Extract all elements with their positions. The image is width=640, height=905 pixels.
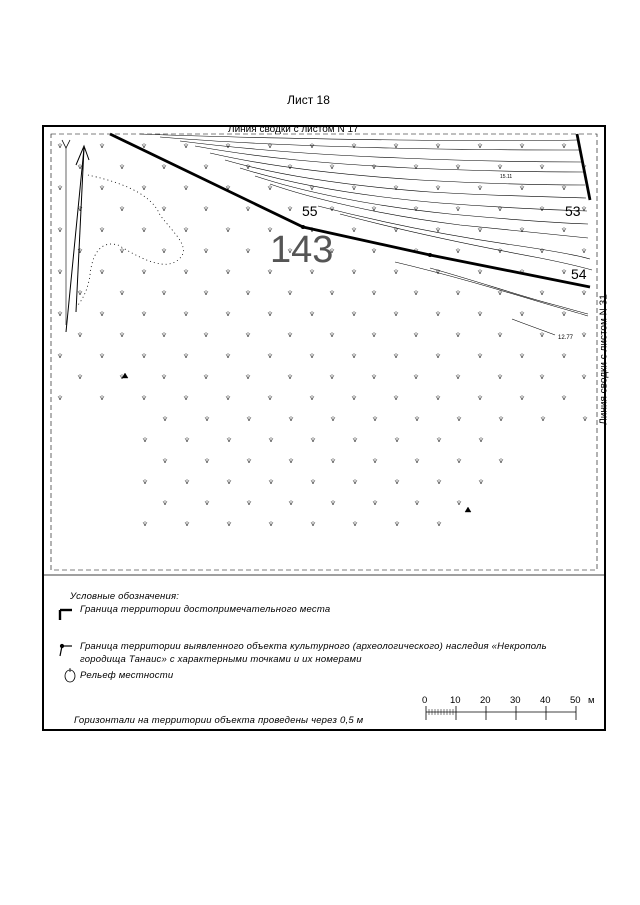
grass-icon bbox=[456, 332, 460, 337]
grass-icon bbox=[289, 458, 293, 463]
grass-icon bbox=[100, 185, 104, 190]
grass-icon bbox=[436, 311, 440, 316]
grass-icon bbox=[437, 521, 441, 526]
grass-icon bbox=[478, 311, 482, 316]
grass-icon bbox=[226, 311, 230, 316]
grass-icon bbox=[415, 458, 419, 463]
grass-icon bbox=[184, 227, 188, 232]
grass-icon bbox=[184, 353, 188, 358]
grass-icon bbox=[246, 248, 250, 253]
grass-icon bbox=[352, 311, 356, 316]
point-54-label: 54 bbox=[571, 266, 587, 282]
grass-icon bbox=[353, 479, 357, 484]
grass-icon bbox=[353, 521, 357, 526]
grass-icon bbox=[310, 395, 314, 400]
grass-icon bbox=[204, 206, 208, 211]
grass-icon bbox=[330, 164, 334, 169]
grass-icon bbox=[247, 500, 251, 505]
grass-icon bbox=[268, 311, 272, 316]
grass-icon bbox=[142, 395, 146, 400]
grass-icon bbox=[58, 269, 62, 274]
grass-icon bbox=[436, 395, 440, 400]
scale-bar bbox=[426, 706, 576, 720]
grass-icon bbox=[227, 437, 231, 442]
scale-tick-label: 10 bbox=[450, 695, 461, 706]
grass-icon bbox=[562, 185, 566, 190]
grass-icon bbox=[582, 374, 586, 379]
grass-icon bbox=[289, 416, 293, 421]
grass-icon bbox=[498, 332, 502, 337]
grass-icon bbox=[331, 458, 335, 463]
grass-icon bbox=[352, 185, 356, 190]
relief-contours bbox=[140, 134, 592, 335]
grass-icon bbox=[227, 521, 231, 526]
grass-icon bbox=[562, 269, 566, 274]
grass-icon bbox=[394, 353, 398, 358]
grass-icon bbox=[436, 353, 440, 358]
grass-icon bbox=[185, 521, 189, 526]
grass-icon bbox=[162, 206, 166, 211]
grass-icon bbox=[394, 395, 398, 400]
grass-icon bbox=[247, 416, 251, 421]
grass-icon bbox=[247, 458, 251, 463]
grass-icon bbox=[246, 290, 250, 295]
grass-icon bbox=[288, 290, 292, 295]
grass-icon bbox=[394, 311, 398, 316]
grass-icon bbox=[373, 416, 377, 421]
legend-item-label: городища Танаис» с характерными точками и их номерами bbox=[80, 654, 362, 665]
grass-icon bbox=[162, 290, 166, 295]
grass-icon bbox=[226, 395, 230, 400]
grass-icon bbox=[78, 164, 82, 169]
inner-frame-dashed bbox=[51, 134, 597, 570]
grass-icon bbox=[479, 479, 483, 484]
grass-icon bbox=[414, 290, 418, 295]
grass-icon bbox=[520, 185, 524, 190]
grass-icon bbox=[311, 479, 315, 484]
grass-icon bbox=[520, 143, 524, 148]
grass-icon bbox=[478, 185, 482, 190]
grass-icon bbox=[120, 332, 124, 337]
top-link-label: Линия сводки с листом N 17 bbox=[228, 124, 359, 135]
grass-icon bbox=[353, 437, 357, 442]
grass-icon bbox=[583, 416, 587, 421]
grass-icon bbox=[562, 227, 566, 232]
grass-icon bbox=[499, 416, 503, 421]
grass-icon bbox=[330, 206, 334, 211]
grass-icon bbox=[437, 437, 441, 442]
grass-icon bbox=[269, 521, 273, 526]
north-arrow-icon bbox=[62, 140, 89, 332]
grass-icon bbox=[269, 437, 273, 442]
grass-icon bbox=[330, 332, 334, 337]
grass-icon bbox=[310, 311, 314, 316]
grass-icon bbox=[456, 164, 460, 169]
grass-icon bbox=[478, 143, 482, 148]
grass-icon bbox=[100, 227, 104, 232]
grass-icon bbox=[289, 500, 293, 505]
grass-icon bbox=[246, 206, 250, 211]
grass-icon bbox=[394, 269, 398, 274]
dotted-path bbox=[78, 175, 183, 305]
grass-icon bbox=[414, 332, 418, 337]
grass-icon bbox=[582, 248, 586, 253]
grass-icon bbox=[185, 437, 189, 442]
grass-icon bbox=[456, 374, 460, 379]
grass-icon bbox=[78, 332, 82, 337]
grass-icon bbox=[184, 143, 188, 148]
grass-icon bbox=[204, 290, 208, 295]
grass-icon bbox=[246, 374, 250, 379]
grass-icon bbox=[100, 269, 104, 274]
grass-icon bbox=[456, 248, 460, 253]
grass-icon bbox=[204, 248, 208, 253]
grass-icon bbox=[142, 353, 146, 358]
grass-icon bbox=[100, 353, 104, 358]
grass-icon bbox=[352, 353, 356, 358]
grass-icon bbox=[142, 185, 146, 190]
grass-icon bbox=[540, 332, 544, 337]
grass-icon bbox=[226, 227, 230, 232]
grass-icon bbox=[582, 206, 586, 211]
grass-icon bbox=[78, 290, 82, 295]
grass-icon bbox=[415, 416, 419, 421]
grass-icon bbox=[436, 143, 440, 148]
grass-icon bbox=[310, 353, 314, 358]
grass-icon bbox=[204, 164, 208, 169]
grass-icon bbox=[437, 479, 441, 484]
sheet-title: Лист 18 bbox=[287, 93, 330, 107]
grass-icon bbox=[436, 227, 440, 232]
grass-icon bbox=[120, 206, 124, 211]
grass-icon bbox=[163, 416, 167, 421]
grass-icon bbox=[142, 311, 146, 316]
legend-symbol-relief-icon bbox=[65, 668, 75, 682]
grass-icon bbox=[311, 521, 315, 526]
grass-icon bbox=[162, 248, 166, 253]
grass-icon bbox=[372, 374, 376, 379]
grass-icon bbox=[394, 143, 398, 148]
contour-note: Горизонтали на территории объекта проведены через 0,5 м bbox=[74, 715, 364, 726]
grass-icon bbox=[58, 311, 62, 316]
elevation-label: 15.11 bbox=[500, 174, 513, 180]
scale-tick-label: 30 bbox=[510, 695, 521, 706]
grass-icon bbox=[478, 227, 482, 232]
grass-icon bbox=[373, 458, 377, 463]
scale-tick-label: 20 bbox=[480, 695, 491, 706]
point-53-label: 53 bbox=[565, 203, 581, 219]
grass-icon bbox=[205, 416, 209, 421]
grass-icon bbox=[540, 164, 544, 169]
grass-icon bbox=[246, 332, 250, 337]
scale-tick-label: 0 bbox=[422, 695, 428, 706]
grass-icon bbox=[310, 143, 314, 148]
grass-icon bbox=[184, 395, 188, 400]
grass-icon bbox=[162, 374, 166, 379]
grass-icon bbox=[100, 395, 104, 400]
grass-icon bbox=[143, 521, 147, 526]
grass-icon bbox=[331, 500, 335, 505]
point-mid-marker bbox=[428, 253, 432, 257]
grass-icon bbox=[58, 353, 62, 358]
grass-icon bbox=[456, 206, 460, 211]
parcel-number: 143 bbox=[270, 229, 334, 271]
legend-item-label: Рельеф местности bbox=[80, 670, 174, 681]
grass-icon bbox=[372, 290, 376, 295]
grass-icon bbox=[457, 416, 461, 421]
grass-icon bbox=[415, 500, 419, 505]
scale-tick-label: 40 bbox=[540, 695, 551, 706]
grass-icon bbox=[331, 416, 335, 421]
grass-symbols bbox=[58, 143, 587, 526]
grass-icon bbox=[582, 290, 586, 295]
grass-icon bbox=[58, 143, 62, 148]
grass-icon bbox=[478, 269, 482, 274]
grass-icon bbox=[288, 332, 292, 337]
legend-symbol-object-boundary bbox=[60, 644, 72, 656]
grass-icon bbox=[100, 311, 104, 316]
grass-icon bbox=[372, 248, 376, 253]
grass-icon bbox=[58, 227, 62, 232]
grass-icon bbox=[372, 206, 376, 211]
grass-icon bbox=[582, 332, 586, 337]
grass-icon bbox=[478, 395, 482, 400]
grass-icon bbox=[204, 374, 208, 379]
grass-icon bbox=[395, 521, 399, 526]
grass-icon bbox=[373, 500, 377, 505]
grass-icon bbox=[352, 269, 356, 274]
grass-icon bbox=[163, 458, 167, 463]
grass-icon bbox=[520, 353, 524, 358]
grass-icon bbox=[269, 479, 273, 484]
grass-icon bbox=[227, 479, 231, 484]
grass-icon bbox=[185, 479, 189, 484]
legend-item-label: Граница территории выявленного объекта культурного (археологического) наследия «Некрополь bbox=[80, 641, 547, 652]
grass-icon bbox=[288, 164, 292, 169]
grass-icon bbox=[184, 185, 188, 190]
scale-tick-label: 50 bbox=[570, 695, 581, 706]
legend-item-label: Граница территории достопримечательного места bbox=[80, 604, 331, 615]
grass-icon bbox=[184, 269, 188, 274]
grass-icon bbox=[162, 332, 166, 337]
grass-icon bbox=[143, 437, 147, 442]
grass-icon bbox=[562, 311, 566, 316]
grass-icon bbox=[78, 374, 82, 379]
point-55-label: 55 bbox=[302, 203, 318, 219]
grass-icon bbox=[162, 164, 166, 169]
grass-icon bbox=[142, 227, 146, 232]
grass-icon bbox=[372, 164, 376, 169]
grass-icon bbox=[288, 206, 292, 211]
grass-icon bbox=[204, 332, 208, 337]
grass-icon bbox=[457, 458, 461, 463]
legend-title: Условные обозначения: bbox=[70, 591, 180, 602]
grass-icon bbox=[436, 185, 440, 190]
grass-icon bbox=[540, 248, 544, 253]
grass-icon bbox=[184, 311, 188, 316]
grass-icon bbox=[540, 206, 544, 211]
legend-symbol-site-boundary bbox=[60, 610, 72, 620]
grass-icon bbox=[562, 353, 566, 358]
tree-icon bbox=[465, 507, 471, 512]
grass-icon bbox=[100, 143, 104, 148]
grass-icon bbox=[541, 416, 545, 421]
grass-icon bbox=[58, 185, 62, 190]
grass-icon bbox=[520, 395, 524, 400]
grass-icon bbox=[540, 290, 544, 295]
elevation-label: 12.77 bbox=[558, 335, 574, 341]
scale-unit-label: м bbox=[588, 695, 595, 706]
grass-icon bbox=[268, 353, 272, 358]
right-link-label: Линия сводки с листом N 31 bbox=[598, 294, 610, 425]
grass-icon bbox=[268, 395, 272, 400]
grass-icon bbox=[288, 374, 292, 379]
tree-icon bbox=[122, 373, 128, 378]
grass-icon bbox=[562, 395, 566, 400]
grass-icon bbox=[395, 437, 399, 442]
grass-icon bbox=[205, 500, 209, 505]
grass-icon bbox=[479, 437, 483, 442]
grass-icon bbox=[311, 437, 315, 442]
grass-icon bbox=[268, 185, 272, 190]
grass-icon bbox=[120, 248, 124, 253]
grass-icon bbox=[205, 458, 209, 463]
grass-icon bbox=[352, 227, 356, 232]
grass-icon bbox=[352, 395, 356, 400]
grass-icon bbox=[120, 290, 124, 295]
site-boundary bbox=[110, 134, 590, 287]
grass-icon bbox=[143, 479, 147, 484]
grass-icon bbox=[372, 332, 376, 337]
grass-icon bbox=[498, 248, 502, 253]
grass-icon bbox=[330, 290, 334, 295]
grass-icon bbox=[163, 500, 167, 505]
grass-icon bbox=[520, 311, 524, 316]
grass-icon bbox=[120, 164, 124, 169]
grass-icon bbox=[499, 458, 503, 463]
grass-icon bbox=[562, 143, 566, 148]
grass-icon bbox=[456, 290, 460, 295]
grass-icon bbox=[142, 269, 146, 274]
grass-icon bbox=[414, 374, 418, 379]
grass-icon bbox=[226, 353, 230, 358]
grass-icon bbox=[395, 479, 399, 484]
grass-icon bbox=[498, 164, 502, 169]
grass-icon bbox=[58, 395, 62, 400]
grass-icon bbox=[226, 143, 230, 148]
grass-icon bbox=[142, 143, 146, 148]
grass-icon bbox=[226, 269, 230, 274]
grass-icon bbox=[330, 374, 334, 379]
grass-icon bbox=[498, 374, 502, 379]
grass-icon bbox=[246, 164, 250, 169]
grass-icon bbox=[457, 500, 461, 505]
grass-icon bbox=[478, 353, 482, 358]
grass-icon bbox=[540, 374, 544, 379]
